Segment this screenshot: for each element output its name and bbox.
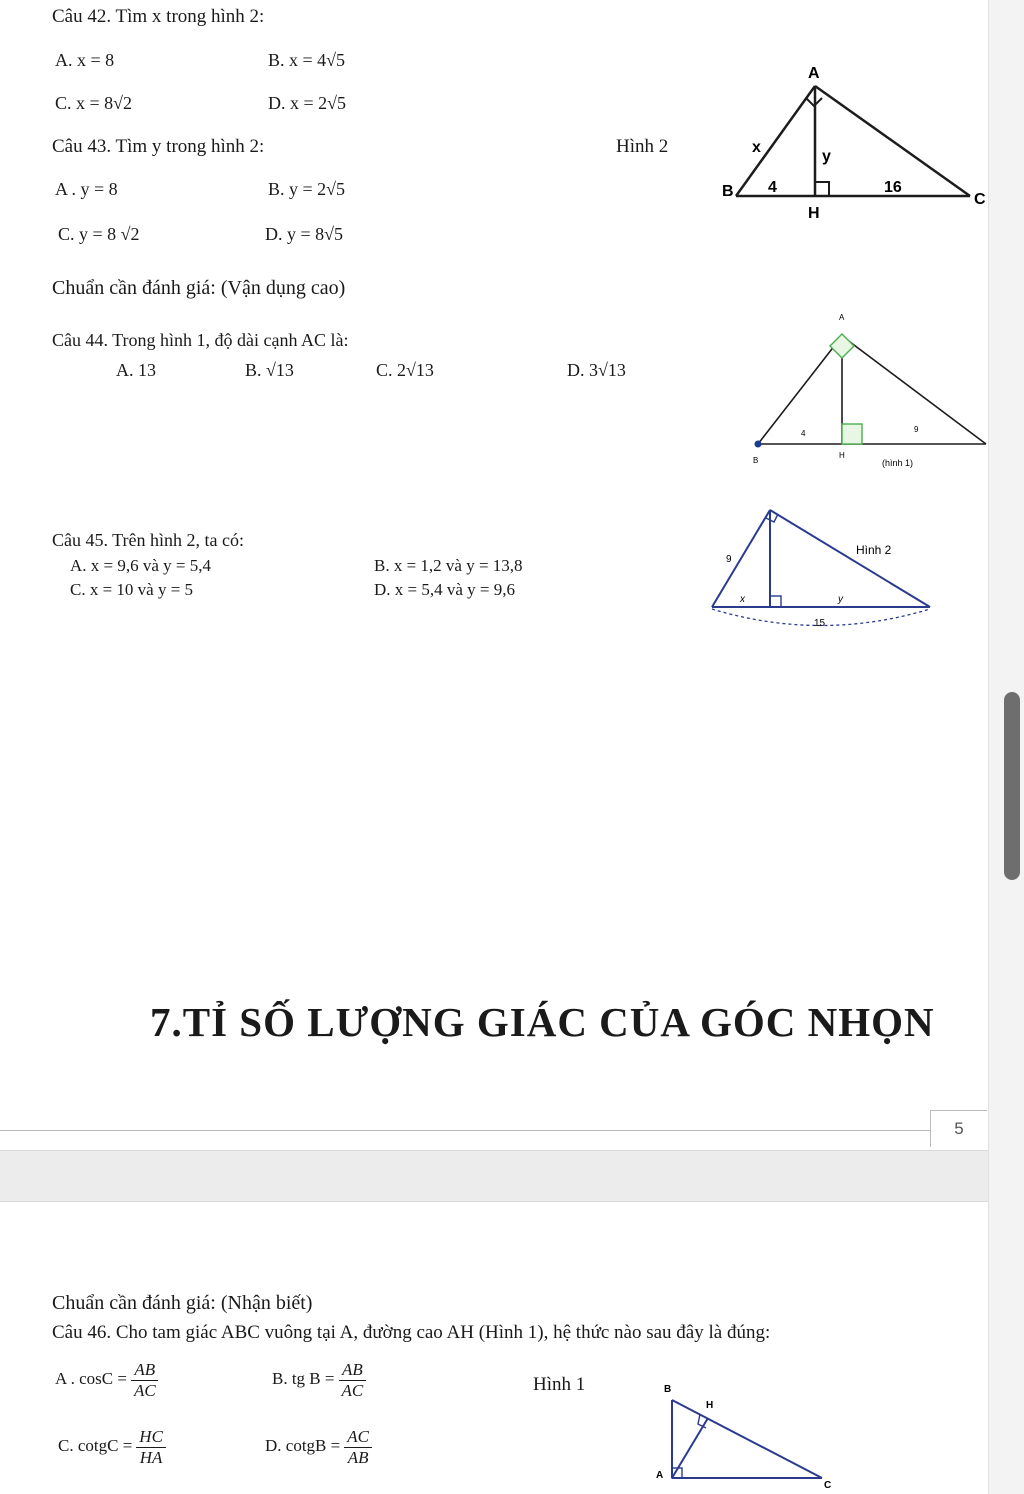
- q46-option-c: [58, 1427, 166, 1467]
- label-a: A: [839, 313, 845, 322]
- side-ac: [770, 510, 930, 607]
- denominator: AC: [133, 1380, 156, 1400]
- q45-option-d: D. x = 5,4 và y = 9,6: [374, 580, 515, 599]
- label-bh: 4: [801, 429, 806, 438]
- q46-option-d: [265, 1427, 372, 1467]
- footer-line: [0, 1130, 930, 1131]
- triangle-figure-q42: [718, 58, 990, 224]
- assessment-standard-1: Chuẩn cần đánh giá: (Vận dụng cao): [52, 277, 346, 299]
- side-ab: [712, 510, 770, 607]
- point-b: [755, 441, 762, 448]
- q46-option-d-fraction: [344, 1427, 372, 1467]
- q43-option-c: C. y = 8 √2: [58, 224, 140, 244]
- q46-option-d-prefix: D. cotgB =: [265, 1435, 341, 1455]
- label-h: H: [839, 451, 845, 460]
- q42-option-c: C. x = 8√2: [55, 93, 133, 113]
- assessment-standard-2: Chuẩn cần đánh giá: (Nhận biết): [52, 1292, 313, 1314]
- q46-option-b-prefix: B. tg B =: [272, 1368, 335, 1388]
- q42-option-a: A. x = 8: [55, 50, 115, 70]
- label-b: B: [753, 456, 759, 465]
- q45-option-c: C. x = 10 và y = 5: [70, 580, 194, 599]
- q46-option-b-fraction: [339, 1360, 367, 1400]
- q44-option-b: B. √13: [245, 360, 294, 380]
- section-heading: 7.TỈ SỐ LƯỢNG GIÁC CỦA GÓC NHỌN: [150, 999, 935, 1045]
- triangle-figure-q44: [746, 308, 988, 474]
- label-a: A: [808, 65, 820, 82]
- right-angle-mark-a: [830, 334, 854, 358]
- label-x: x: [752, 139, 761, 156]
- label-hc: 16: [884, 179, 902, 196]
- triangle-figure-q46: [650, 1376, 840, 1492]
- label-hc: 9: [914, 425, 919, 434]
- q43-option-a: A . y = 8: [55, 179, 118, 199]
- right-angle-mark-h: [770, 596, 781, 607]
- page-gap: [0, 1150, 988, 1202]
- triangle-figure-q45: [704, 504, 940, 638]
- question-44-title: Câu 44. Trong hình 1, độ dài cạnh AC là:: [52, 330, 349, 350]
- numerator: AB: [131, 1360, 158, 1381]
- figure-caption-hinh-2: Hình 2: [616, 136, 669, 157]
- scrollbar-thumb[interactable]: [1004, 692, 1020, 880]
- label-h: H: [706, 1400, 714, 1411]
- denominator: HA: [139, 1447, 163, 1467]
- label-b: B: [664, 1384, 672, 1395]
- q46-option-a: [55, 1360, 159, 1400]
- q43-option-d: D. y = 8√5: [265, 224, 344, 244]
- label-c: C: [824, 1480, 832, 1491]
- label-ab: 9: [726, 554, 732, 565]
- denominator: AC: [341, 1380, 364, 1400]
- figure-caption-hinh-2: Hình 2: [856, 543, 892, 557]
- label-h: H: [808, 205, 820, 222]
- label-b: B: [722, 183, 734, 200]
- q45-option-a: A. x = 9,6 và y = 5,4: [70, 556, 211, 575]
- label-a: A: [656, 1470, 664, 1481]
- figure-caption-hinh-1: Hình 1: [533, 1374, 586, 1395]
- q42-option-b: B. x = 4√5: [268, 50, 346, 70]
- q43-option-b: B. y = 2√5: [268, 179, 346, 199]
- label-bc: 15: [814, 618, 826, 629]
- figure-caption-hinh-1: (hình 1): [882, 458, 914, 468]
- label-y: y: [838, 594, 843, 605]
- q46-option-c-fraction: [136, 1427, 166, 1467]
- page-number: 5: [930, 1110, 987, 1147]
- numerator: AB: [339, 1360, 366, 1381]
- q44-option-c: C. 2√13: [376, 360, 434, 380]
- side-ab: [758, 336, 842, 444]
- label-c: C: [974, 191, 986, 208]
- q45-option-b: B. x = 1,2 và y = 13,8: [374, 556, 523, 575]
- right-angle-mark-h: [842, 424, 862, 444]
- label-bh: 4: [768, 179, 777, 196]
- numerator: AC: [344, 1427, 372, 1448]
- right-angle-mark-h: [815, 182, 829, 196]
- q46-option-c-prefix: C. cotgC =: [58, 1435, 133, 1455]
- q46-option-a-fraction: [131, 1360, 159, 1400]
- question-45-title: Câu 45. Trên hình 2, ta có:: [52, 530, 244, 550]
- q44-option-d: D. 3√13: [567, 360, 626, 380]
- question-43-title: Câu 43. Tìm y trong hình 2:: [52, 136, 265, 157]
- label-y: y: [822, 148, 831, 165]
- q44-option-a: A. 13: [116, 360, 156, 380]
- numerator: HC: [136, 1427, 166, 1448]
- denominator: AB: [347, 1447, 369, 1467]
- question-46-title: Câu 46. Cho tam giác ABC vuông tại A, đường cao AH (Hình 1), hệ thức nào sau đây là đúng:: [52, 1322, 771, 1343]
- q42-option-d: D. x = 2√5: [268, 93, 347, 113]
- question-42-title: Câu 42. Tìm x trong hình 2:: [52, 6, 265, 27]
- q46-option-a-prefix: A . cosC =: [55, 1368, 127, 1388]
- q46-option-b: [272, 1360, 366, 1400]
- label-x: x: [740, 594, 745, 605]
